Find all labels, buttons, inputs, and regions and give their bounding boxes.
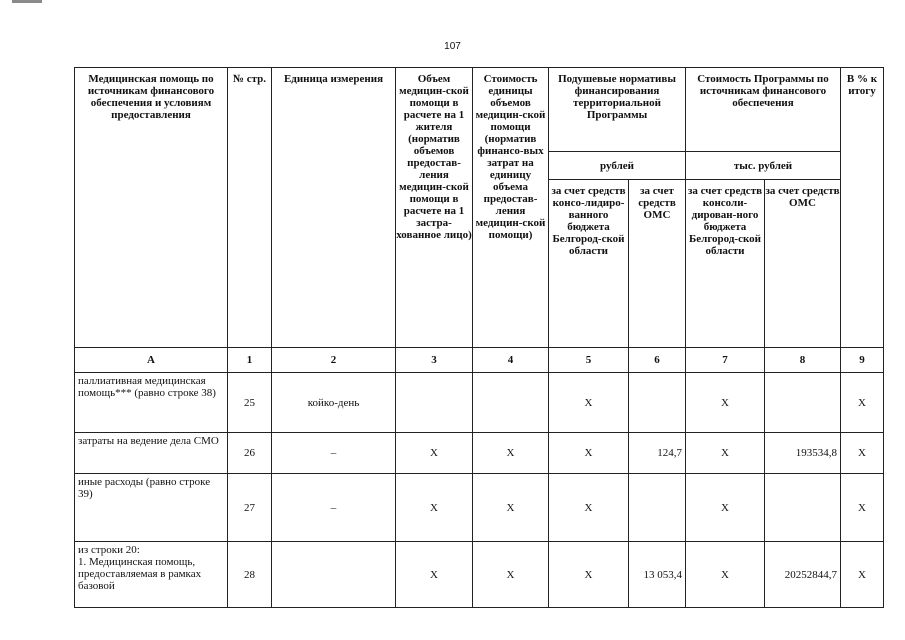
cell-per-capita-oms <box>629 373 686 433</box>
header-unit-thousand: тыс. рублей <box>686 152 841 180</box>
index-cell: 5 <box>549 348 629 373</box>
program-cost-table <box>74 67 884 608</box>
index-cell: 6 <box>629 348 686 373</box>
cell-unit-cost: Х <box>473 433 549 474</box>
cell-percent: Х <box>841 433 884 474</box>
cell-per-capita-budget: Х <box>549 433 629 474</box>
cell-cost-budget: Х <box>686 433 765 474</box>
cell-percent: Х <box>841 474 884 542</box>
header-group-per-capita: Подушевые нормативы финансирования территориальной Программы <box>549 68 686 152</box>
header-col-7: за счет средств консоли-дирован-ного бюджета Белгород-ской области <box>686 180 765 348</box>
row-number: 28 <box>228 542 272 608</box>
cell-cost-budget: Х <box>686 542 765 608</box>
index-cell: 8 <box>765 348 841 373</box>
index-row <box>75 348 884 373</box>
header-col-3: Объем медицин-ской помощи в расчете на 1 жителя (норматив объемов предостав-ления медицин-ской помощи в расчете на 1 застра-хованное лицо) <box>396 68 473 348</box>
row-name: иные расходы (равно строке 39) <box>75 474 228 542</box>
cell-percent: Х <box>841 542 884 608</box>
row-unit: койко-день <box>272 373 396 433</box>
index-cell: 1 <box>228 348 272 373</box>
cell-volume <box>396 373 473 433</box>
cell-volume: Х <box>396 542 473 608</box>
index-cell: А <box>75 348 228 373</box>
index-cell: 2 <box>272 348 396 373</box>
cell-cost-oms <box>765 373 841 433</box>
table-row <box>75 542 884 608</box>
cell-unit-cost: Х <box>473 474 549 542</box>
index-cell: 3 <box>396 348 473 373</box>
row-unit <box>272 542 396 608</box>
row-name: затраты на ведение дела СМО <box>75 433 228 474</box>
cell-per-capita-oms <box>629 474 686 542</box>
cell-per-capita-budget: Х <box>549 373 629 433</box>
cell-volume: Х <box>396 474 473 542</box>
header-col-5: за счет средств консо-лидиро-ванного бюджета Белгород-ской области <box>549 180 629 348</box>
index-cell: 4 <box>473 348 549 373</box>
table-row <box>75 433 884 474</box>
table-row <box>75 474 884 542</box>
cell-cost-oms: 193534,8 <box>765 433 841 474</box>
header-col-9: В % к итогу <box>841 68 884 348</box>
cell-cost-budget: Х <box>686 474 765 542</box>
cell-volume: Х <box>396 433 473 474</box>
row-number: 25 <box>228 373 272 433</box>
header-group-cost: Стоимость Программы по источникам финансового обеспечения <box>686 68 841 152</box>
cell-unit-cost: Х <box>473 542 549 608</box>
table-row <box>75 373 884 433</box>
scan-mark <box>12 0 42 3</box>
cell-per-capita-oms: 124,7 <box>629 433 686 474</box>
cell-unit-cost <box>473 373 549 433</box>
index-cell: 7 <box>686 348 765 373</box>
index-cell: 9 <box>841 348 884 373</box>
cell-per-capita-oms: 13 053,4 <box>629 542 686 608</box>
header-col-a: Медицинская помощь по источникам финансового обеспечения и условиям предоставления <box>75 68 228 348</box>
cell-cost-budget: Х <box>686 373 765 433</box>
header-col-8: за счет средств ОМС <box>765 180 841 348</box>
row-unit: – <box>272 433 396 474</box>
row-number: 26 <box>228 433 272 474</box>
row-number: 27 <box>228 474 272 542</box>
header-col-1: № стр. <box>228 68 272 348</box>
page-number: 107 <box>444 41 461 52</box>
header-col-6: за счет средств ОМС <box>629 180 686 348</box>
header-unit-rub: рублей <box>549 152 686 180</box>
row-unit: – <box>272 474 396 542</box>
header-col-2: Единица измерения <box>272 68 396 348</box>
row-name: паллиативная медицинская помощь*** (равно строке 38) <box>75 373 228 433</box>
cell-cost-oms <box>765 474 841 542</box>
row-name: из строки 20: 1. Медицинская помощь, предоставляемая в рамках базовой <box>75 542 228 608</box>
cell-percent: Х <box>841 373 884 433</box>
cell-per-capita-budget: Х <box>549 474 629 542</box>
header-col-4: Стоимость единицы объемов медицин-ской помощи (норматив финансо-вых затрат на единицу объема предостав-ления медицин-ской помощи) <box>473 68 549 348</box>
cell-per-capita-budget: Х <box>549 542 629 608</box>
cell-cost-oms: 20252844,7 <box>765 542 841 608</box>
